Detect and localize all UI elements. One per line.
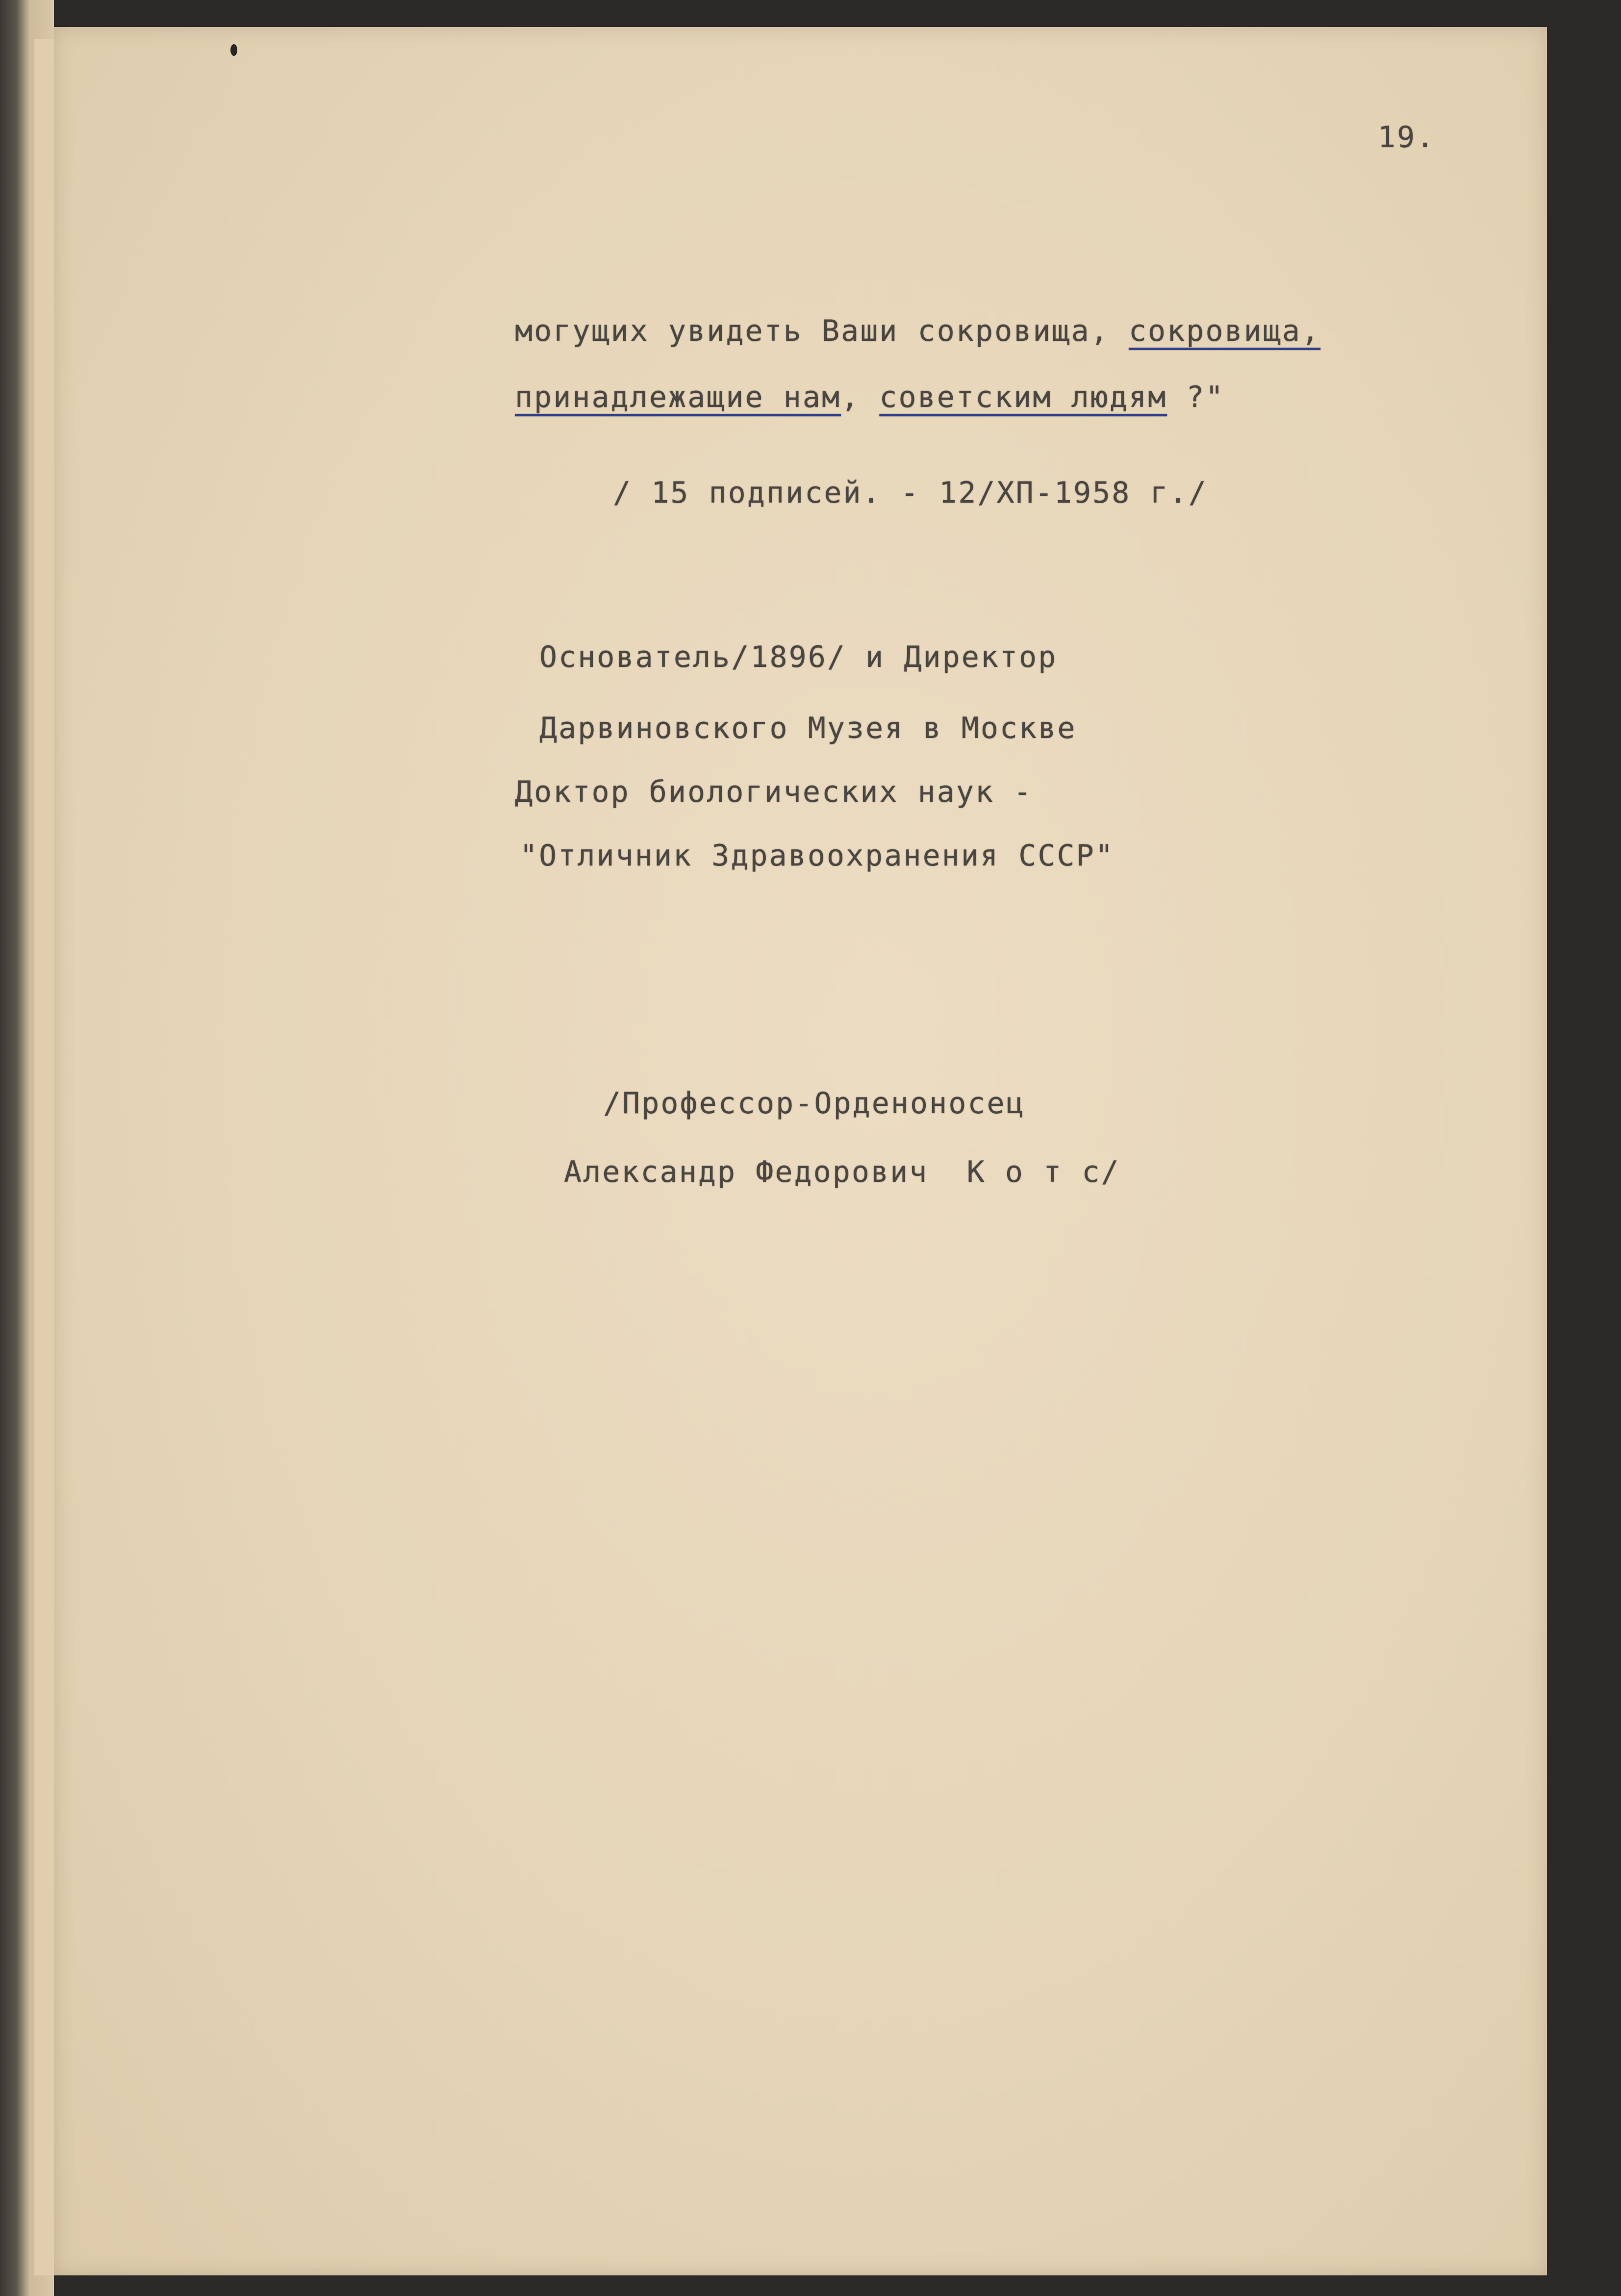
underlined-phrase-a: принадлежащие нам (515, 380, 841, 414)
quote-line-1 (515, 316, 1320, 346)
signature-line-2: Александр Федорович К о т с/ (564, 1155, 1120, 1189)
title-line-4: "Отличник Здравоохранения СССР" (520, 839, 1114, 873)
signature-line-1: /Профессор-Орденоносец (603, 1086, 1025, 1121)
title-line-2: Дарвиновского Музея в Москве (539, 711, 1077, 745)
typewritten-page (54, 27, 1547, 2275)
quote-line-2-end: ?" (1167, 380, 1225, 414)
title-line-1: Основатель/1896/ и Директор (539, 640, 1058, 674)
quote-line-1-text: могущих увидеть Ваши сокровища, (515, 314, 1129, 348)
signatures-note: / 15 подписей. - 12/ХП-1958 г./ (613, 476, 1208, 510)
underlined-word: сокровища, (1128, 314, 1321, 348)
title-line-3: Доктор биологических наук - (515, 775, 1033, 809)
underlined-phrase-b: советским людям (879, 380, 1167, 414)
previous-leaf-edge (34, 39, 55, 2275)
quote-line-2-comma: , (841, 380, 880, 414)
quote-line-2 (515, 380, 1225, 414)
page-number: 19. (1378, 120, 1436, 154)
ink-speck (230, 44, 237, 56)
